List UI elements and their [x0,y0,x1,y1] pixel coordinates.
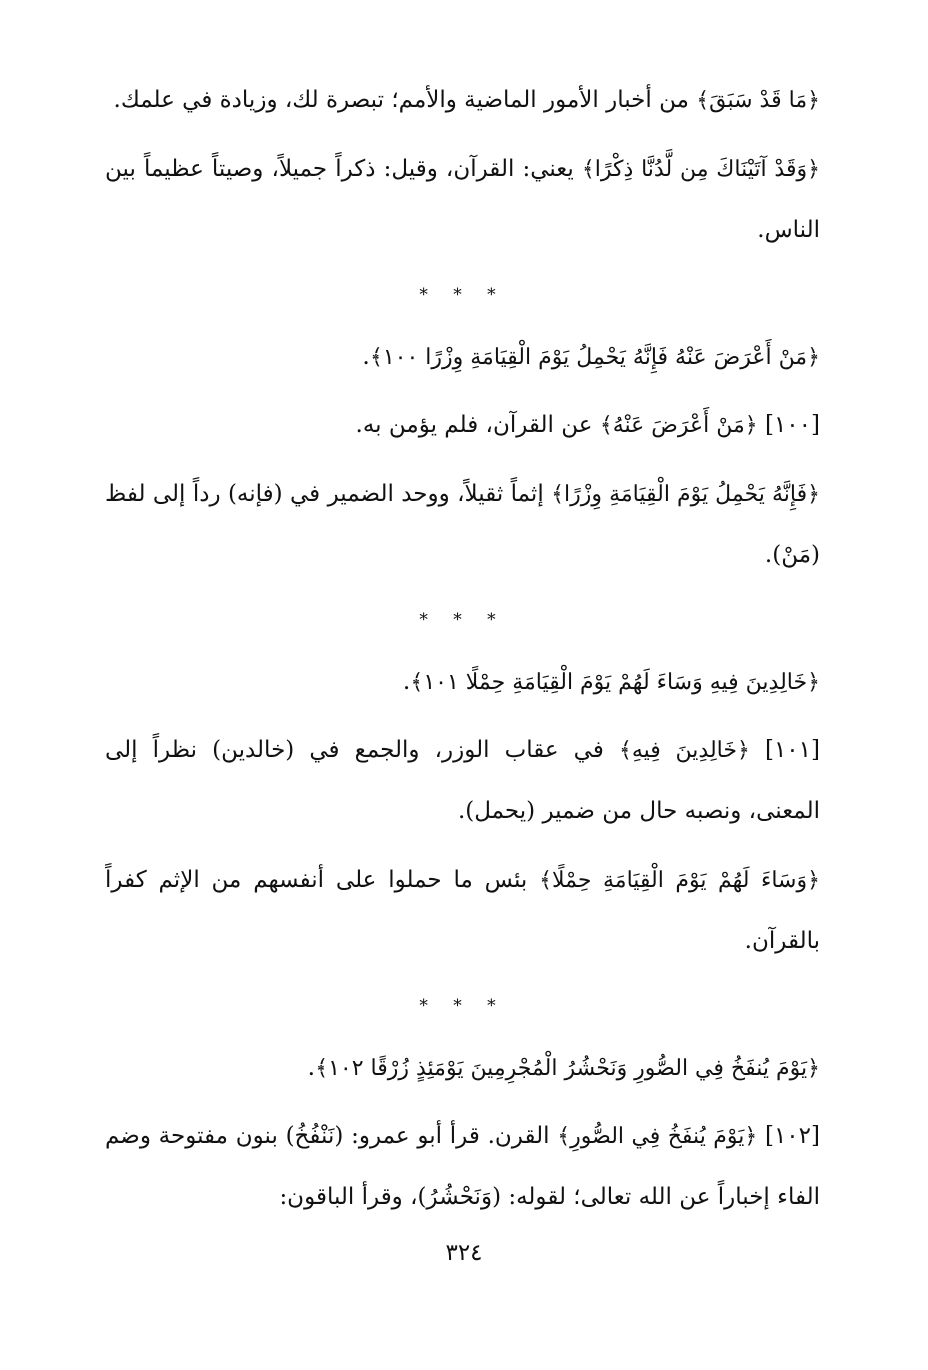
quran-verse: يَوْمَ يُنفَخُ فِي الصُّورِ وَنَحْشُرُ الْمُجْرِمِينَ يَوْمَئِذٍ زُرْقًا ١٠٢ [328,1056,808,1081]
paragraph: ﴿فَإِنَّهُ يَحْمِلُ يَوْمَ الْقِيَامَةِ وِزْرًا﴾ إثماً ثقيلاً، ووحد الضمير في (فإنه) رداً إلى لفظ (مَنْ). [105,481,820,568]
commentary-text: من أخبار الأمور الماضية والأمم؛ تبصرة لك، وزيادة في علمك. [113,87,697,113]
section-separator: * * * [419,996,506,1016]
quran-quote: فَإِنَّهُ يَحْمِلُ يَوْمَ الْقِيَامَةِ وِزْرًا [564,482,808,507]
verse-heading: ﴿مَنْ أَعْرَضَ عَنْهُ فَإِنَّهُ يَحْمِلُ يَوْمَ الْقِيَامَةِ وِزْرًا ١٠٠﴾. [362,342,820,370]
quran-quote: خَالِدِينَ فِيهِ [631,738,737,763]
paragraph: ﴿وَسَاءَ لَهُمْ يَوْمَ الْقِيَامَةِ حِمْلًا﴾ بئس ما حملوا على أنفسهم من الإثم كفراً بالقرآن. [105,867,820,954]
page-number: ٣٢٤ [445,1240,483,1266]
commentary-text: إثماً ثقيلاً، ووحد الضمير في (فإنه) رداً إلى لفظ (مَنْ). [105,481,820,568]
verse-number: [١٠٠] [764,412,820,438]
commentary-text: بئس ما حملوا على أنفسهم من الإثم كفراً بالقرآن. [105,867,820,954]
quran-quote: وَقَدْ آتَيْنَاكَ مِن لَّدُنَّا ذِكْرًا [594,157,808,182]
verse-heading: ﴿خَالِدِينَ فِيهِ وَسَاءَ لَهُمْ يَوْمَ الْقِيَامَةِ حِمْلًا ١٠١﴾. [402,667,820,695]
page-body [105,70,820,1236]
section-separator: * * * [419,610,506,630]
commentary-text: عن القرآن، فلم يؤمن به. [355,412,600,438]
paragraph: [١٠٠] ﴿مَنْ أَعْرَضَ عَنْهُ﴾ عن القرآن، فلم يؤمن به. [355,412,820,438]
quran-quote: مَنْ أَعْرَضَ عَنْهُ [612,413,745,438]
verse-heading: ﴿يَوْمَ يُنفَخُ فِي الصُّورِ وَنَحْشُرُ الْمُجْرِمِينَ يَوْمَئِذٍ زُرْقًا ١٠٢﴾. [307,1053,820,1081]
section-separator: * * * [419,285,506,305]
quran-verse: خَالِدِينَ فِيهِ وَسَاءَ لَهُمْ يَوْمَ الْقِيَامَةِ حِمْلًا ١٠١ [423,670,808,695]
quran-quote: وَسَاءَ لَهُمْ يَوْمَ الْقِيَامَةِ حِمْلًا [552,868,808,893]
quran-verse: مَنْ أَعْرَضَ عَنْهُ فَإِنَّهُ يَحْمِلُ يَوْمَ الْقِيَامَةِ وِزْرًا ١٠٠ [382,345,808,370]
paragraph: ﴿مَا قَدْ سَبَقَ﴾ من أخبار الأمور الماضية والأمم؛ تبصرة لك، وزيادة في علمك. [113,87,820,113]
paragraph: [١٠١] ﴿خَالِدِينَ فِيهِ﴾ في عقاب الوزر، والجمع في (خالدين) نظراً إلى المعنى، ونصبه حال من ضمير (يحمل). [105,737,820,824]
verse-number: [١٠٢] [764,1123,820,1149]
verse-number: [١٠١] [764,737,820,763]
quran-quote: يَوْمَ يُنفَخُ فِي الصُّورِ [570,1124,745,1149]
commentary-text: في عقاب الوزر، والجمع في (خالدين) نظراً إلى المعنى، ونصبه حال من ضمير (يحمل). [105,737,820,824]
commentary-text: القرن. قرأ أبو عمرو: (نَنْفُخُ) بنون مفتوحة وضم الفاء إخباراً عن الله تعالى؛ لقوله: (وَنَحْشُرُ)، وقرأ الباقون: [105,1123,820,1210]
commentary-text: يعني: القرآن، وقيل: ذكراً جميلاً، وصيتاً عظيماً بين الناس. [105,156,820,243]
quran-quote: مَا قَدْ سَبَقَ [709,88,808,113]
paragraph: [١٠٢] ﴿يَوْمَ يُنفَخُ فِي الصُّورِ﴾ القرن. قرأ أبو عمرو: (نَنْفُخُ) بنون مفتوحة وضم الفاء إخباراً عن الله تعالى؛ لقوله: (وَنَحْشُرُ)، وقرأ الباقون: [105,1123,820,1210]
paragraph: ﴿وَقَدْ آتَيْنَاكَ مِن لَّدُنَّا ذِكْرًا﴾ يعني: القرآن، وقيل: ذكراً جميلاً، وصيتاً عظيماً بين الناس. [105,156,820,243]
